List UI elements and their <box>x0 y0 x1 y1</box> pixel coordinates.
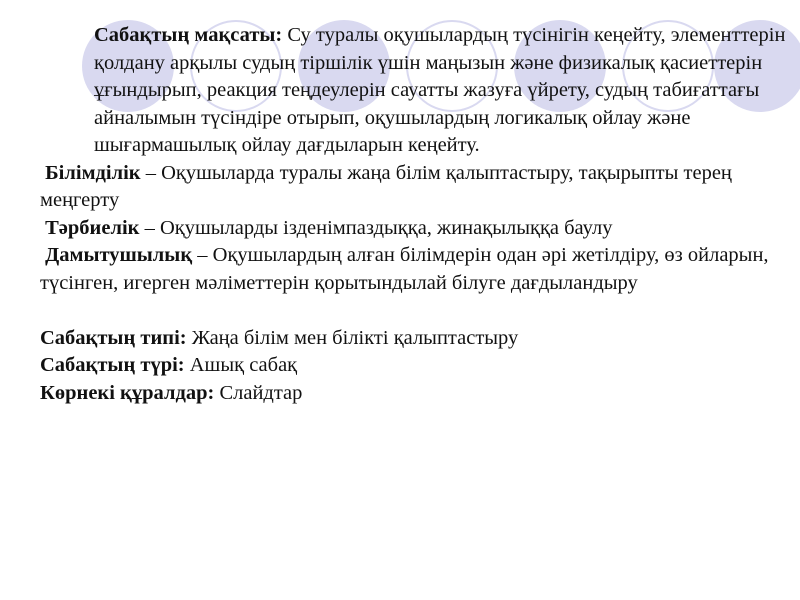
lesson-type-line <box>40 325 788 353</box>
goal-label: Білімділік <box>45 161 141 184</box>
lesson-kind-line <box>40 352 788 380</box>
lesson-info-value: Жаңа білім мен білікті қалыптастыру <box>186 326 519 349</box>
slide-body <box>40 22 788 407</box>
goal-label: Тәрбиелік <box>45 216 140 239</box>
objective-text: Су туралы оқушылардың түсінігін кеңейту, элементтерін қолдану арқылы судың тіршілік үшін маңызын және физикалық қасиеттерін ұғындырып, реакция теңдеулерін сауатты жазуға үйрету, судың табиғаттағы айналымын түсіндіре отырып, оқушылардың логикалық ойлау және шығармашылық ойлау дағдыларын кеңейту. <box>94 24 786 156</box>
lesson-info-value: Ашық сабақ <box>184 354 298 376</box>
goal-label: Дамытушылық <box>45 244 193 266</box>
goal-text: – Оқушыларды ізденімпаздыққа, жинақылыққа баулу <box>139 216 613 239</box>
lesson-info-label: Сабақтың түрі: <box>40 354 185 376</box>
visual-aids-line <box>40 380 788 408</box>
objective-paragraph <box>40 22 788 160</box>
goal-paragraph-development <box>40 242 788 297</box>
goal-paragraph-upbringing <box>40 215 788 243</box>
lesson-info-label: Сабақтың типі: <box>40 326 187 349</box>
goal-text: – Оқушылардың алған білімдерін одан әрі жетілдіру, өз ойларын, түсінген, игерген мәліметтерін қорытындылай білуге дағдыландыру <box>40 244 769 294</box>
spacer <box>40 297 788 325</box>
lesson-info-label: Көрнекі құралдар: <box>40 381 215 404</box>
lesson-info-value: Слайдтар <box>214 381 303 404</box>
objective-label: Сабақтың мақсаты: <box>94 24 283 46</box>
goal-text: – Оқушыларда туралы жаңа білім қалыптастыру, тақырыпты терең меңгерту <box>40 161 732 211</box>
goal-paragraph-knowledge <box>40 160 788 215</box>
